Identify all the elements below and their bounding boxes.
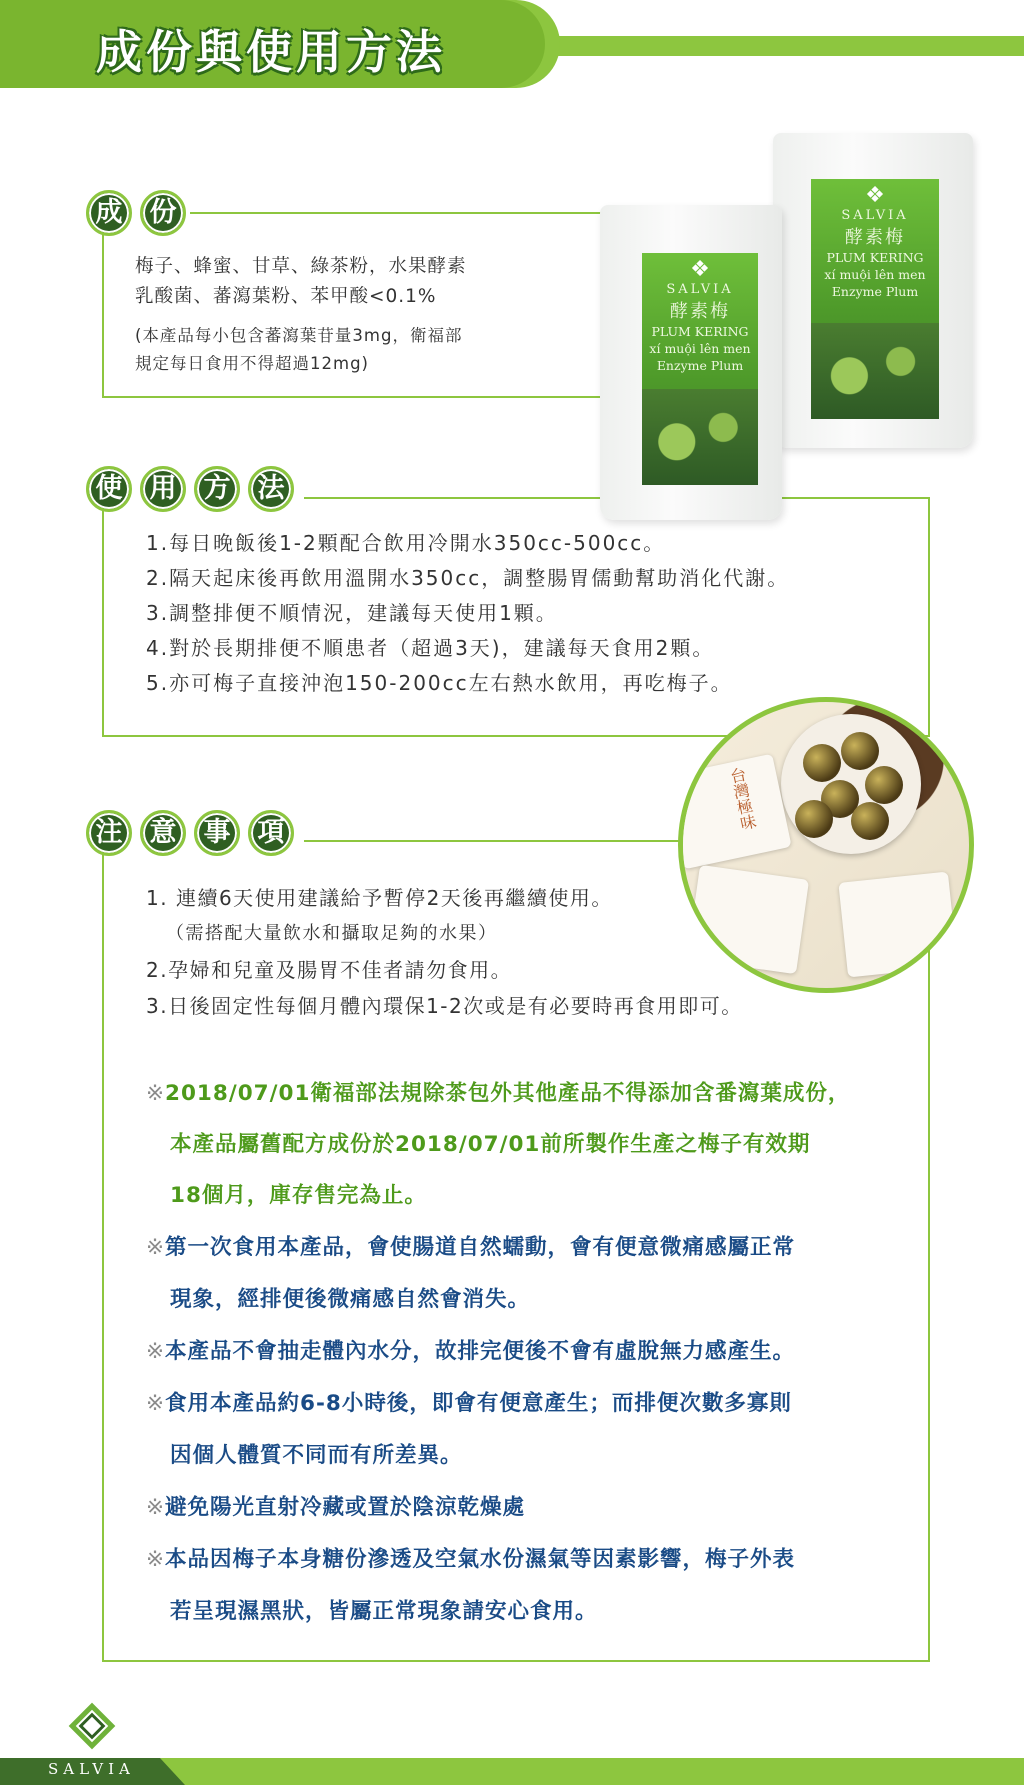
ingredients-note-line: 規定每日食用不得超過12mg) — [135, 354, 369, 373]
product-brand: SALVIA — [841, 208, 909, 223]
tip-line: 現象，經排便後微痛感自然會消失。 — [170, 1287, 531, 1312]
reference-mark: ※ — [146, 1339, 166, 1364]
usage-list — [146, 526, 789, 701]
heading-char: 成 — [86, 190, 132, 236]
page-title: 成份與使用方法 — [96, 25, 446, 79]
product-name-cn: 酵素梅 — [845, 227, 905, 248]
ingredients-note-line: (本產品每小包含蕃瀉葉苷量3mg，衛福部 — [135, 326, 463, 345]
regulation-line: 本產品屬舊配方成份於2018/07/01前所製作生產之梅子有效期 — [170, 1132, 811, 1157]
ingredients-list — [135, 252, 467, 312]
reference-mark: ※ — [146, 1495, 166, 1520]
tip-line: 若呈現濕黑狀，皆屬正常現象請安心食用。 — [170, 1599, 598, 1624]
tip-line: 本品因梅子本身糖份滲透及空氣水份濕氣等因素影響，梅子外表 — [165, 1547, 796, 1572]
product-name-en2: Enzyme Plum — [656, 358, 744, 373]
notes-heading — [86, 810, 294, 856]
ingredients-heading — [86, 190, 186, 236]
ingredients-line: 梅子、蜂蜜、甘草、綠茶粉，水果酵素 — [135, 256, 467, 277]
tip-line: 食用本產品約6-8小時後，即會有便意產生；而排便次數多寡則 — [165, 1391, 792, 1416]
header-tab — [0, 0, 560, 88]
product-name-vi: xí muội lên men — [649, 341, 751, 356]
list-item-sub: （需搭配大量飲水和攝取足夠的水果） — [166, 923, 498, 944]
product-bag-front — [600, 205, 782, 520]
notes-list — [146, 880, 743, 1024]
regulation-notice — [146, 1068, 916, 1221]
list-item: 2.隔天起床後再飲用溫開水350cc，調整腸胃儒動幫助消化代謝。 — [146, 566, 790, 590]
list-item: 1.每日晚飯後1-2顆配合飲用冷開水350cc-500cc。 — [146, 531, 666, 555]
heading-char: 注 — [86, 810, 132, 856]
salvia-logo-icon: ❖ — [865, 183, 885, 208]
tips-list — [146, 1222, 916, 1638]
product-name-en2: Enzyme Plum — [831, 284, 919, 299]
list-item: 5.亦可梅子直接沖泡150-200cc左右熱水飲用，再吃梅子。 — [146, 671, 733, 695]
product-label — [642, 253, 758, 485]
reference-mark: ※ — [146, 1081, 166, 1106]
reference-mark: ※ — [146, 1547, 166, 1572]
product-name-vi: xí muội lên men — [824, 267, 926, 282]
list-item: 3.日後固定性每個月體內環保1-2次或是有必要時再食用即可。 — [146, 994, 743, 1018]
salvia-logo-icon — [66, 1700, 118, 1752]
candy-wrapper — [838, 872, 957, 978]
heading-char: 份 — [140, 190, 186, 236]
product-label — [811, 179, 939, 419]
heading-char: 項 — [248, 810, 294, 856]
plum-photo — [642, 389, 758, 485]
list-item: 4.對於長期排便不順患者（超過3天)，建議每天食用2顆。 — [146, 636, 715, 660]
tip-line: 第一次食用本產品，會使腸道自然蠕動，會有便意微痛感屬正常 — [165, 1235, 796, 1260]
plum-photo — [811, 323, 939, 419]
product-brand: SALVIA — [666, 282, 734, 297]
tip-line: 避免陽光直射冷藏或置於陰涼乾燥處 — [165, 1495, 526, 1520]
heading-char: 意 — [140, 810, 186, 856]
product-bag-back — [773, 133, 973, 448]
salvia-logo-icon: ❖ — [690, 257, 710, 282]
heading-char: 法 — [248, 466, 294, 512]
bowl — [781, 714, 921, 854]
regulation-line: 2018/07/01衛福部法規除茶包外其他產品不得添加含番瀉葉成份， — [165, 1081, 851, 1106]
wrapper-text: 台灣極味 — [726, 765, 759, 833]
product-name-cn: 酵素梅 — [670, 301, 730, 322]
footer-brand: SALVIA — [48, 1760, 135, 1778]
product-name-en: PLUM KERING — [651, 324, 749, 339]
footer-bar — [160, 1758, 1024, 1785]
ingredients-line: 乳酸菌、蕃瀉葉粉、苯甲酸<0.1% — [135, 286, 437, 307]
heading-char: 事 — [194, 810, 240, 856]
regulation-line: 18個月，庫存售完為止。 — [170, 1183, 427, 1208]
usage-heading — [86, 466, 294, 512]
heading-char: 使 — [86, 466, 132, 512]
tip-line: 本產品不會抽走體內水分，故排完便後不會有虛脫無力感產生。 — [165, 1339, 796, 1364]
tip-line: 因個人體質不同而有所差異。 — [170, 1443, 463, 1468]
list-item: 1. 連續6天使用建議給予暫停2天後再繼續使用。 — [146, 886, 613, 910]
list-item: 3.調整排便不順情況，建議每天使用1顆。 — [146, 601, 558, 625]
list-item: 2.孕婦和兒童及腸胃不佳者請勿食用。 — [146, 958, 513, 982]
reference-mark: ※ — [146, 1391, 166, 1416]
product-name-en: PLUM KERING — [826, 250, 924, 265]
reference-mark: ※ — [146, 1235, 166, 1260]
ingredients-note — [135, 322, 462, 378]
heading-char: 用 — [140, 466, 186, 512]
heading-char: 方 — [194, 466, 240, 512]
candy-wrapper — [678, 754, 792, 870]
